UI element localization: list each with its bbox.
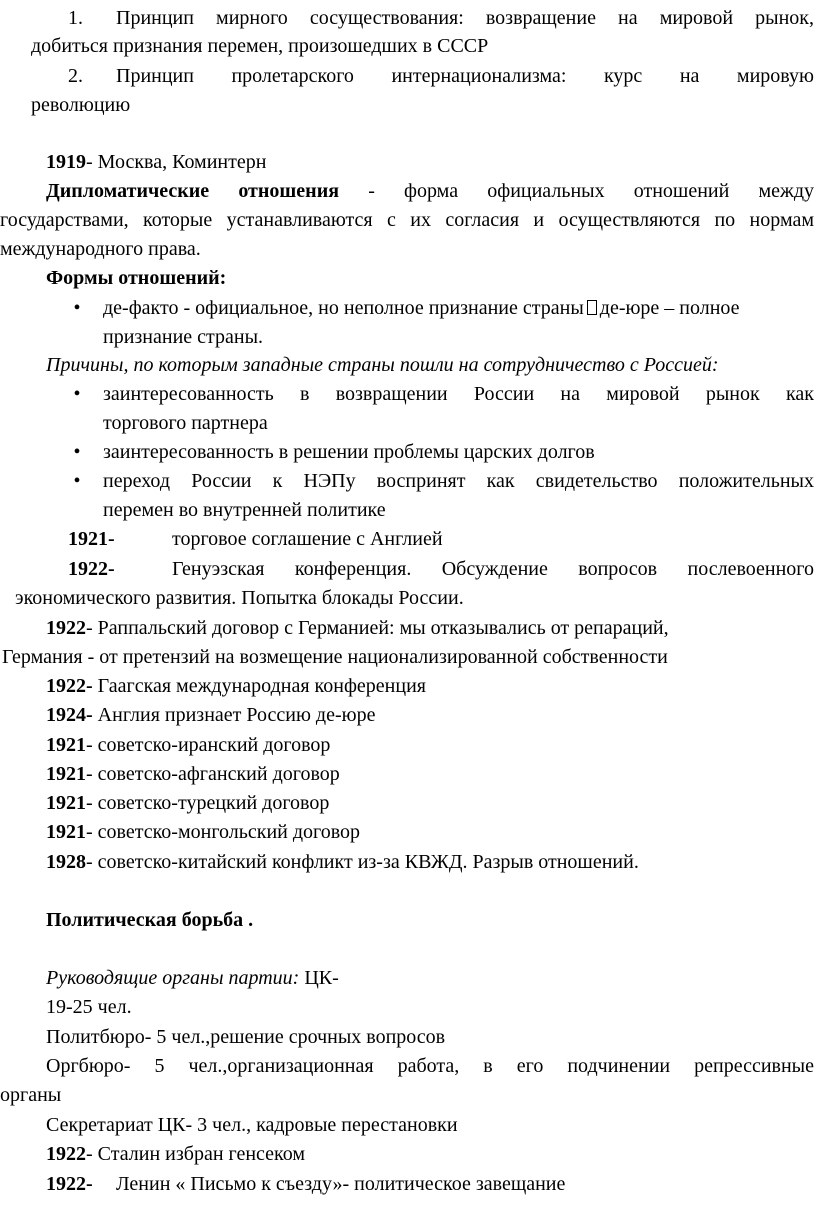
- bullet-icon: •: [73, 383, 81, 405]
- orgburo-line1: Оргбюро- 5 чел.,организационная работа, в его подчинении репрессивные: [46, 1055, 814, 1077]
- diplomatic-line1: - форма официальных отношений между: [339, 180, 814, 202]
- reason-3-line2: перемен во внутренней политике: [103, 499, 386, 521]
- ck-count: 19-25 чел.: [46, 996, 132, 1018]
- diplomatic-line3: международного права.: [0, 238, 201, 260]
- event-text-cont: Германия - от претензий на возмещение национализированной собственности: [2, 646, 668, 668]
- principle-1-line2: добиться признания перемен, произошедших в СССР: [31, 35, 489, 57]
- comintern-year: 1919: [46, 151, 86, 173]
- principle-2-line1: Принцип пролетарского интернационализма: курс на мировую: [116, 65, 814, 87]
- diplomatic-line2: государствами, которые устанавливаются с их согласия и осуществляются по нормам: [0, 209, 814, 231]
- event-line: 1922- Гаагская международная конференция: [46, 675, 426, 697]
- bullet-icon: •: [73, 441, 81, 463]
- reason-2-line1: заинтересованность в решении проблемы царских долгов: [103, 441, 595, 463]
- bullet-icon: •: [73, 297, 81, 319]
- politburo-line: Политбюро- 5 чел.,решение срочных вопросов: [46, 1026, 446, 1048]
- forms-heading: Формы отношений:: [46, 267, 227, 289]
- event-line: 1921- советско-турецкий договор: [46, 792, 330, 814]
- event-text: торговое соглашение с Англией: [172, 528, 443, 550]
- orgburo-line2: органы: [0, 1084, 62, 1106]
- event-line: 1922- Раппальский договор с Германией: мы отказывались от репараций,: [46, 617, 669, 639]
- missing-glyph-box-icon: [587, 300, 597, 315]
- letter-year: 1922-: [46, 1173, 93, 1195]
- principle-1-number: 1.: [68, 7, 83, 29]
- forms-item-line2: признание страны.: [103, 326, 264, 348]
- principle-1-line1: Принцип мирного сосуществования: возвращение на мировой рынок,: [116, 7, 814, 29]
- event-text: Генуэзская конференция. Обсуждение вопросов послевоенного: [172, 558, 814, 580]
- event-line: 1921- советско-иранский договор: [46, 734, 331, 756]
- reasons-heading: Причины, по которым западные страны пошли на сотрудничество с Россией:: [46, 354, 719, 376]
- secretariat-line: Секретариат ЦК- 3 чел., кадровые перестановки: [46, 1114, 458, 1136]
- reason-3-line1: переход России к НЭПу воспринят как свидетельство положительных: [103, 470, 814, 492]
- organs-line: Руководящие органы партии: ЦК-: [46, 967, 339, 989]
- reason-1-line1: заинтересованность в возвращении России на мировой рынок как: [103, 383, 814, 405]
- forms-item-line1: де-факто - официальное, но неполное признание страны де-юре – полное: [103, 297, 740, 319]
- bullet-icon: •: [73, 470, 81, 492]
- reason-1-line2: торгового партнера: [103, 412, 268, 434]
- event-line: 1924- Англия признает Россию де-юре: [46, 704, 376, 726]
- event-text-cont: экономического развития. Попытка блокады России.: [15, 587, 464, 609]
- comintern-text: - Москва, Коминтерн: [86, 151, 267, 173]
- event-line: 1928- советско-китайский конфликт из-за КВЖД. Разрыв отношений.: [46, 851, 639, 873]
- event-line: 1921- советско-афганский договор: [46, 763, 340, 785]
- gensec-line: 1922- Сталин избран генсеком: [46, 1143, 306, 1165]
- event-year: 1921-: [68, 528, 115, 550]
- politics-heading: Политическая борьба .: [46, 909, 254, 931]
- diplomatic-term: Дипломатические отношения: [46, 180, 340, 202]
- diplomatic-definition-line1: [46, 179, 814, 203]
- letter-text: Ленин « Письмо к съезду»- политическое завещание: [116, 1173, 566, 1195]
- event-line: 1921- советско-монгольский договор: [46, 821, 361, 843]
- principle-2-line2: революцию: [31, 94, 131, 116]
- principle-2-number: 2.: [68, 65, 83, 87]
- event-year: 1922-: [68, 558, 115, 580]
- comintern-line: [46, 150, 266, 174]
